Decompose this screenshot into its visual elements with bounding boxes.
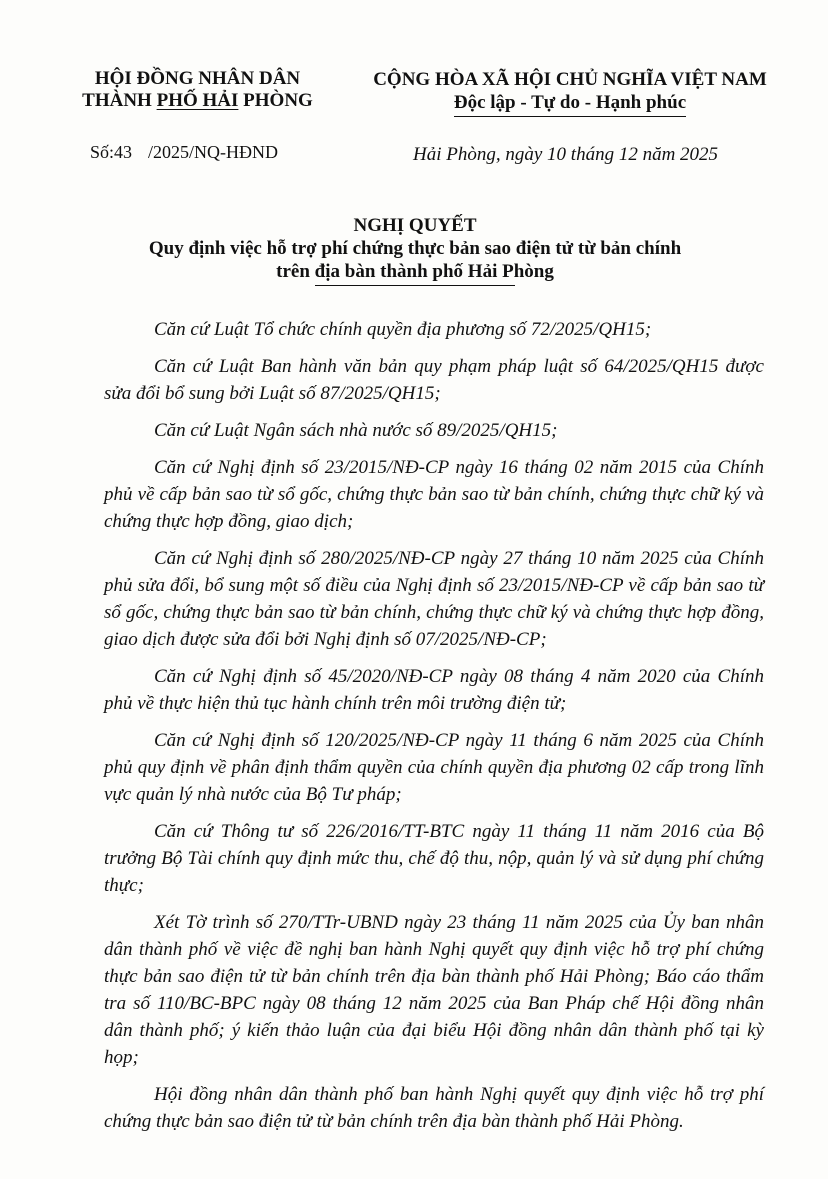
preamble-paragraph: Căn cứ Luật Ngân sách nhà nước số 89/2025/QH15; — [154, 420, 558, 441]
preamble-paragraph: Căn cứ Thông tư số 226/2016/TT-BTC ngày 11 tháng 11 năm 2016 của Bộ trưởng Bộ Tài chính quy định mức thu, chế độ thu, nộp, quản lý và sử dụng phí chứng thực; — [104, 821, 764, 896]
document-number: Số:43 /2025/NQ-HĐND — [90, 142, 279, 162]
national-motto: Độc lập - Tự do - Hạnh phúc — [454, 91, 686, 117]
country-name: CỘNG HÒA XÃ HỘI CHỦ NGHĨA VIỆT NAM — [373, 69, 767, 90]
preamble-paragraph: Căn cứ Nghị định số 120/2025/NĐ-CP ngày 11 tháng 6 năm 2025 của Chính phủ quy định về phân định thẩm quyền của chính quyền địa phương 02 cấp trong lĩnh vực quản lý nhà nước của Bộ Tư pháp; — [104, 730, 764, 805]
title-subtitle-line-2: trên địa bàn thành phố Hải Phòng — [276, 261, 554, 282]
title-subtitle-line-1: Quy định việc hỗ trợ phí chứng thực bản sao điện tử từ bản chính — [148, 238, 682, 259]
preamble-paragraph: Căn cứ Luật Ban hành văn bản quy phạm pháp luật số 64/2025/QH15 được sửa đổi bổ sung bởi Luật số 87/2025/QH15; — [104, 356, 764, 404]
issue-date: Hải Phòng, ngày 10 tháng 12 năm 2025 — [413, 144, 719, 165]
preamble-paragraph: Căn cứ Nghị định số 280/2025/NĐ-CP ngày 27 tháng 10 năm 2025 của Chính phủ sửa đổi, bổ sung một số điều của Nghị định số 23/2015/NĐ-CP về cấp bản sao từ sổ gốc, chứng thực bản sao từ bản chính, chứng thực chữ ký và chứng thực hợp đồng, giao dịch được sửa đổi bởi Nghị định số 07/2025/NĐ-CP; — [104, 548, 764, 650]
document-title — [70, 214, 760, 286]
national-heading — [360, 68, 780, 117]
title-main: NGHỊ QUYẾT — [353, 215, 477, 236]
preamble-body — [104, 316, 764, 1145]
preamble-paragraph: Hội đồng nhân dân thành phố ban hành Nghị quyết quy định việc hỗ trợ phí chứng thực bản sao điện tử từ bản chính trên địa bàn thành phố Hải Phòng. — [104, 1084, 764, 1132]
preamble-paragraph: Xét Tờ trình số 270/TTr-UBND ngày 23 tháng 11 năm 2025 của Ủy ban nhân dân thành phố về việc đề nghị ban hành Nghị quyết quy định việc hỗ trợ phí chứng thực bản sao điện tử từ bản chính trên địa bàn thành phố Hải Phòng; Báo cáo thẩm tra số 110/BC-BPC ngày 08 tháng 12 năm 2025 của Ban Pháp chế Hội đồng nhân dân thành phố; ý kiến thảo luận của đại biểu Hội đồng nhân dân thành phố tại kỳ họp; — [104, 912, 764, 1068]
title-underline — [315, 285, 515, 286]
issuing-authority — [70, 68, 325, 112]
authority-line-2: THÀNH PHỐ HẢI PHÒNG — [82, 90, 313, 111]
preamble-paragraph: Căn cứ Nghị định số 23/2015/NĐ-CP ngày 16 tháng 02 năm 2015 của Chính phủ về cấp bản sao từ sổ gốc, chứng thực bản sao từ bản chính, chứng thực chữ ký và chứng thực hợp đồng, giao dịch; — [104, 457, 764, 532]
preamble-paragraph: Căn cứ Luật Tổ chức chính quyền địa phương số 72/2025/QH15; — [154, 319, 652, 340]
authority-line-1: HỘI ĐỒNG NHÂN DÂN — [94, 68, 301, 89]
preamble-paragraph: Căn cứ Nghị định số 45/2020/NĐ-CP ngày 08 tháng 4 năm 2020 của Chính phủ về thực hiện thủ tục hành chính trên môi trường điện tử; — [104, 666, 764, 714]
document-number-value: 43 — [114, 142, 133, 162]
